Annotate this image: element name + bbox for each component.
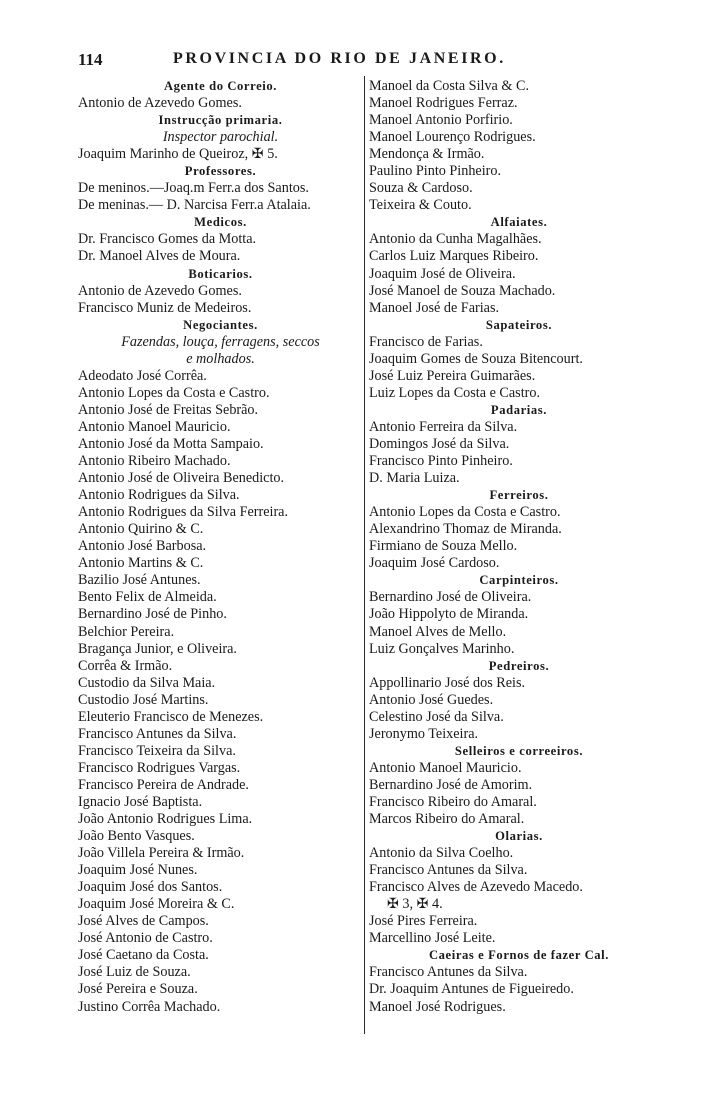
- list-item: Celestino José da Silva.: [369, 708, 504, 725]
- list-item: João Hippolyto de Miranda.: [369, 606, 529, 623]
- list-item: Bento Felix de Almeida.: [78, 589, 217, 606]
- page-number: 114: [78, 50, 103, 69]
- list-item: De meninas.— D. Narcisa Ferr.a Atalaia.: [78, 197, 311, 214]
- section-subheading: Fazendas, louça, ferragens, seccos: [121, 333, 320, 350]
- list-item: Custodio José Martins.: [78, 691, 209, 708]
- list-item: Francisco Antunes da Silva.: [369, 964, 528, 981]
- list-item: Souza & Cardoso.: [369, 180, 473, 197]
- list-item: Manoel da Costa Silva & C.: [369, 78, 529, 94]
- list-item: Luiz Lopes da Costa e Castro.: [369, 384, 540, 401]
- left-column: [78, 78, 363, 1016]
- list-item: Manoel José de Farias.: [369, 299, 500, 316]
- list-item: Manoel Alves de Mello.: [369, 623, 507, 640]
- section-heading: Instrucção primaria.: [158, 113, 283, 128]
- list-item: Bernardino José de Oliveira.: [369, 589, 532, 606]
- list-item: José Luiz de Souza.: [78, 964, 191, 981]
- list-item: Antonio Manoel Mauricio.: [369, 759, 522, 776]
- right-column: [369, 78, 669, 1016]
- list-item: Joaquim Marinho de Queiroz, ✠ 5.: [78, 146, 278, 163]
- section-heading: Padarias.: [490, 402, 548, 417]
- running-title: PROVINCIA DO RIO DE JANEIRO.: [173, 50, 506, 67]
- section-heading: Selleiros e correeiros.: [454, 743, 584, 758]
- list-item: João Villela Pereira & Irmão.: [78, 845, 245, 862]
- list-item: Teixeira & Couto.: [369, 197, 472, 214]
- list-item: Paulino Pinto Pinheiro.: [369, 163, 502, 180]
- list-item: José Luiz Pereira Guimarães.: [369, 367, 536, 384]
- section-heading: Alfaiates.: [490, 215, 548, 230]
- list-item: Bazilio José Antunes.: [78, 572, 201, 589]
- list-item: José Antonio de Castro.: [78, 930, 213, 947]
- list-item: Francisco Pinto Pinheiro.: [369, 453, 513, 470]
- list-item: Luiz Gonçalves Marinho.: [369, 640, 515, 657]
- list-item: Joaquim José de Oliveira.: [369, 265, 516, 282]
- list-item: Antonio Martins & C.: [78, 555, 204, 572]
- list-item: De meninos.—Joaq.m Ferr.a dos Santos.: [78, 180, 309, 197]
- list-item: Carlos Luiz Marques Ribeiro.: [369, 248, 539, 265]
- list-item: Adeodato José Corrêa.: [78, 367, 207, 384]
- list-item: Antonio José da Motta Sampaio.: [78, 435, 264, 452]
- column-divider: [364, 76, 365, 1034]
- list-item: Corrêa & Irmão.: [78, 657, 173, 674]
- list-item: Joaquim José dos Santos.: [78, 879, 223, 896]
- list-item: José Manoel de Souza Machado.: [369, 282, 556, 299]
- list-item: Bernardino José de Amorim.: [369, 776, 533, 793]
- list-item: Antonio José Guedes.: [369, 691, 494, 708]
- list-item: Bragança Junior, e Oliveira.: [78, 640, 237, 657]
- list-item: Antonio da Cunha Magalhães.: [369, 231, 542, 248]
- list-item: Francisco de Farias.: [369, 333, 483, 350]
- list-item: Antonio da Silva Coelho.: [369, 845, 514, 862]
- list-item: Antonio Lopes da Costa e Castro.: [369, 504, 561, 521]
- list-item: Antonio José de Oliveira Benedicto.: [78, 470, 285, 487]
- list-item: Francisco Teixeira da Silva.: [78, 742, 236, 759]
- list-item: ✠ 3, ✠ 4.: [387, 896, 443, 913]
- list-item: Jeronymo Teixeira.: [369, 725, 479, 742]
- list-item: Manoel Lourenço Rodrigues.: [369, 129, 536, 146]
- section-heading: Caeiras e Fornos de fazer Cal.: [428, 948, 610, 963]
- list-item: João Bento Vasques.: [78, 828, 195, 845]
- list-item: Antonio José de Freitas Sebrão.: [78, 401, 259, 418]
- list-item: Domingos José da Silva.: [369, 435, 510, 452]
- section-heading: Boticarios.: [188, 266, 253, 281]
- list-item: Antonio Lopes da Costa e Castro.: [78, 384, 270, 401]
- list-item: Francisco Alves de Azevedo Macedo.: [369, 879, 583, 896]
- section-heading: Carpinteiros.: [479, 573, 559, 588]
- section-subheading: Inspector parochial.: [162, 129, 279, 146]
- section-heading: Medicos.: [194, 215, 247, 230]
- list-item: Manoel Antonio Porfirio.: [369, 112, 513, 129]
- list-item: Firmiano de Souza Mello.: [369, 538, 518, 555]
- list-item: Joaquim José Cardoso.: [369, 555, 500, 572]
- list-item: Belchior Pereira.: [78, 623, 175, 640]
- list-item: Joaquim José Moreira & C.: [78, 896, 235, 913]
- list-item: Francisco Pereira de Andrade.: [78, 776, 249, 793]
- list-item: Antonio de Azevedo Gomes.: [78, 282, 242, 299]
- list-item: Antonio Quirino & C.: [78, 521, 204, 538]
- list-item: Marcos Ribeiro do Amaral.: [369, 811, 525, 828]
- list-item: Antonio Manoel Mauricio.: [78, 418, 231, 435]
- list-item: José Pereira e Souza.: [78, 981, 198, 998]
- list-item: Francisco Antunes da Silva.: [369, 862, 528, 879]
- list-item: Eleuterio Francisco de Menezes.: [78, 708, 264, 725]
- section-heading: Negociantes.: [183, 317, 258, 332]
- list-item: João Antonio Rodrigues Lima.: [78, 811, 253, 828]
- list-item: Mendonça & Irmão.: [369, 146, 485, 163]
- section-heading: Ferreiros.: [489, 488, 549, 503]
- list-item: Joaquim Gomes de Souza Bitencourt.: [369, 350, 583, 367]
- list-item: Antonio de Azevedo Gomes.: [78, 95, 242, 112]
- page-header: [78, 50, 688, 72]
- section-subheading: e molhados.: [186, 350, 255, 367]
- section-heading: Professores.: [184, 164, 257, 179]
- section-heading: Pedreiros.: [488, 658, 550, 673]
- section-heading: Sapateiros.: [485, 317, 553, 332]
- list-item: Antonio Ferreira da Silva.: [369, 418, 518, 435]
- list-item: José Pires Ferreira.: [369, 913, 478, 930]
- list-item: Alexandrino Thomaz de Miranda.: [369, 521, 562, 538]
- list-item: Dr. Joaquim Antunes de Figueiredo.: [369, 981, 574, 998]
- list-item: Dr. Francisco Gomes da Motta.: [78, 231, 257, 248]
- list-item: Appollinario José dos Reis.: [369, 674, 526, 691]
- list-item: Francisco Rodrigues Vargas.: [78, 759, 241, 776]
- list-item: Francisco Ribeiro do Amaral.: [369, 793, 537, 810]
- list-item: Dr. Manoel Alves de Moura.: [78, 248, 241, 265]
- section-heading: Agente do Correio.: [163, 79, 278, 93]
- list-item: Justino Corrêa Machado.: [78, 998, 221, 1015]
- list-item: Antonio Rodrigues da Silva Ferreira.: [78, 504, 289, 521]
- list-item: José Alves de Campos.: [78, 913, 209, 930]
- list-item: Joaquim José Nunes.: [78, 862, 198, 879]
- list-item: Antonio José Barbosa.: [78, 538, 207, 555]
- list-item: Custodio da Silva Maia.: [78, 674, 216, 691]
- list-item: Francisco Muniz de Medeiros.: [78, 299, 252, 316]
- list-item: Bernardino José de Pinho.: [78, 606, 227, 623]
- list-item: Manoel José Rodrigues.: [369, 998, 506, 1015]
- list-item: José Caetano da Costa.: [78, 947, 209, 964]
- list-item: Manoel Rodrigues Ferraz.: [369, 95, 518, 112]
- list-item: D. Maria Luiza.: [369, 470, 460, 487]
- list-item: Francisco Antunes da Silva.: [78, 725, 237, 742]
- list-item: Antonio Rodrigues da Silva.: [78, 487, 240, 504]
- section-heading: Olarias.: [495, 829, 543, 844]
- list-item: Antonio Ribeiro Machado.: [78, 453, 231, 470]
- list-item: Marcellino José Leite.: [369, 930, 496, 947]
- list-item: Ignacio José Baptista.: [78, 793, 203, 810]
